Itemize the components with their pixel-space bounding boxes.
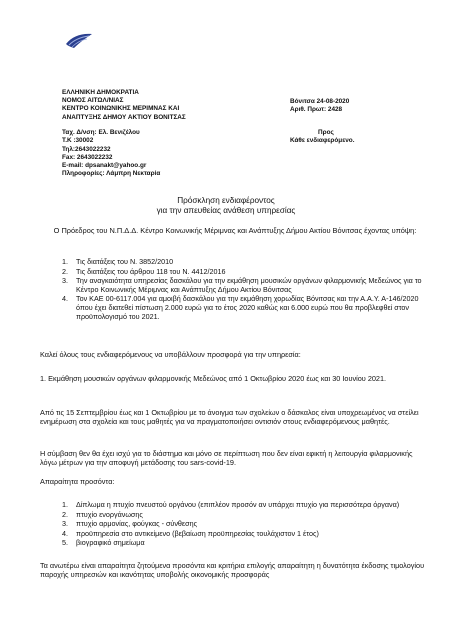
list-text: πτυχίο αρμονίας, φούγκας - σύνθεσης — [76, 519, 198, 529]
invitation-paragraph: Καλεί όλους τους ενδιαφερόμενους να υποβάλλουν προσφορά για την υπηρεσία: — [40, 350, 301, 359]
list-item — [62, 258, 422, 267]
recipient-label: Προς — [318, 129, 334, 136]
list-number: 2. — [62, 509, 68, 519]
header-line: ΝΟΜΟΣ ΑΙΤΩΛ/ΝΙΑΣ — [62, 97, 124, 105]
header-line: ΕΛΛΗΝΙΚΗ ΔΗΜΟΚΡΑΤΙΑ — [62, 89, 139, 96]
list-item — [62, 268, 422, 277]
list-number: 5. — [62, 538, 68, 548]
header-line: ΚΕΝΤΡΟ ΚΟΙΝΩΝΙΚΗΣ ΜΕΡΙΜΝΑΣ ΚΑΙ — [62, 105, 180, 113]
list-text: βιογραφικό σημείωμα — [76, 538, 145, 548]
contract-paragraph: Η σύμβαση θεν θα έχει ισχύ για το διάστημα και μόνο σε περίπτωση που δεν είναι εφικτή η λειτουργία φιλαρμονικής λόγω μέτρων για την αποφυγή μετάδοσης του sars-covid-19. — [40, 449, 413, 467]
list-text: Τον ΚΑΕ 00-6117.004 για αμοιβή δασκάλου για την εκμάθηση χορωδίας Βόνιτσας και την Α.Α.Υ. Α-146/2020 όπου έχει διατεθεί πίστωση 2.000 ευρώ για το έτος 2020 καθώς και 6.000 ευρώ που θα προβλεφθεί στον προϋπολογισμό του 2021. — [76, 294, 419, 321]
list-number: 4. — [62, 294, 68, 304]
list-item — [62, 530, 422, 539]
requirements-heading: Απαραίτητα προσόντα: — [40, 477, 115, 486]
list-item — [62, 295, 422, 321]
considerations-list — [62, 258, 422, 322]
service-description: 1. Εκμάθηση μουσικών οργάνων φιλαρμονικής Μεδεώνος από 1 Οκτωβρίου 2020 έως και 30 Ιουνίου 2021. — [40, 374, 387, 383]
recipient — [290, 129, 354, 145]
list-item — [62, 501, 422, 510]
list-number: 1. — [62, 257, 68, 266]
contact-fax: Fax: 2643022232 — [62, 153, 113, 161]
document-reference — [290, 98, 349, 114]
document-date: Βόνιτσα 24-08-2020 — [290, 98, 350, 105]
list-text: Δίπλωμα η πτυχίο πνευστού οργάνου (επιπλέον προσόν αν υπάρχει πτυχίο για περισσότερα όργανα) — [76, 500, 400, 509]
title-line-2: για την απευθείας ανάθεση υπηρεσίας — [156, 205, 296, 215]
contact-phone: Τηλ:2643022232 — [62, 145, 111, 153]
intro-paragraph: Ο Πρόεδρος του Ν.Π.Δ.Δ. Κέντρο Κοινωνικής Μέριμνας και Ανάπτυξης Δήμου Ακτίου Βόνιτσας έχοντας υπόψη: — [53, 226, 417, 235]
schedule-paragraph: Από τις 15 Σεπτεμβρίου έως και 1 Οκτωβρίου με το άνοιγμα των σχολείων ο δάσκαλος είναι υποχρεωμένος να στείλει ενημέρωση στα σχολεία και τους μαθητές για να πραγματοποιήσει οντισιόν στους ενδιαφερόμενους μαθητές. — [40, 408, 419, 426]
recipient-value: Κάθε ενδιαφερόμενο. — [290, 137, 355, 145]
list-number: 3. — [62, 276, 68, 286]
requirements-list — [62, 501, 422, 549]
contact-postcode: Τ.Κ :30002 — [62, 137, 94, 145]
list-number: 4. — [62, 528, 68, 538]
document-title — [0, 196, 452, 215]
list-number: 3. — [62, 519, 68, 529]
list-text: προϋπηρεσία στο αντικείμενο (βεβαίωση προϋπηρεσίας τουλάχιστον 1 έτος) — [76, 528, 319, 538]
list-text: Την αναγκαιότητα υπηρεσίας δασκάλου για την εκμάθηση μουσικών οργάνων φιλαρμονικής Μεδεώνος για το Κέντρο Κοινωνικής Μέριμνας και Ανάπτυξης Δήμου Ακτίου Βόνιτσας — [76, 276, 422, 294]
contact-person: Πληροφορίες: Λάμπρη Νεκταρία — [62, 170, 161, 178]
list-text: Τις διατάξεις του άρθρου 118 του Ν. 4412/2016 — [76, 266, 226, 276]
closing-paragraph: Τα ανωτέρω είναι απαραίτητα ζητούμενα προσόντα και κριτήρια επιλογής απαραίτητη η δυνατότητα έκδοσης τιμολογίου παροχής υπηρεσιών και ικανότητας υποβολής οικονομικής προσφοράς — [40, 561, 425, 579]
issuer-header — [62, 89, 186, 122]
list-item — [62, 277, 422, 294]
contact-info — [62, 129, 160, 179]
title-line-1: Πρόσκληση ενδιαφέροντος — [177, 196, 275, 205]
list-text: Τις διατάξεις του Ν. 3852/2010 — [76, 257, 174, 266]
contact-email: E-mail: dpsanakt@yahoo.gr — [62, 162, 147, 170]
protocol-number: Αριθ. Πρωτ: 2428 — [290, 106, 343, 114]
list-number: 2. — [62, 266, 68, 276]
list-number: 1. — [62, 500, 68, 509]
list-item — [62, 520, 422, 529]
list-item — [62, 539, 422, 548]
contact-address: Ταχ. Δ/νση: Ελ. Βενιζέλου — [62, 129, 140, 136]
coat-of-arms-emblem — [64, 30, 94, 54]
header-line: ΑΝΑΠΤΥΞΗΣ ΔΗΜΟΥ ΑΚΤΙΟΥ ΒΟΝΙΤΣΑΣ — [62, 113, 186, 121]
list-item — [62, 511, 422, 520]
list-text: πτυχίο ενοργάνωσης — [76, 509, 143, 519]
